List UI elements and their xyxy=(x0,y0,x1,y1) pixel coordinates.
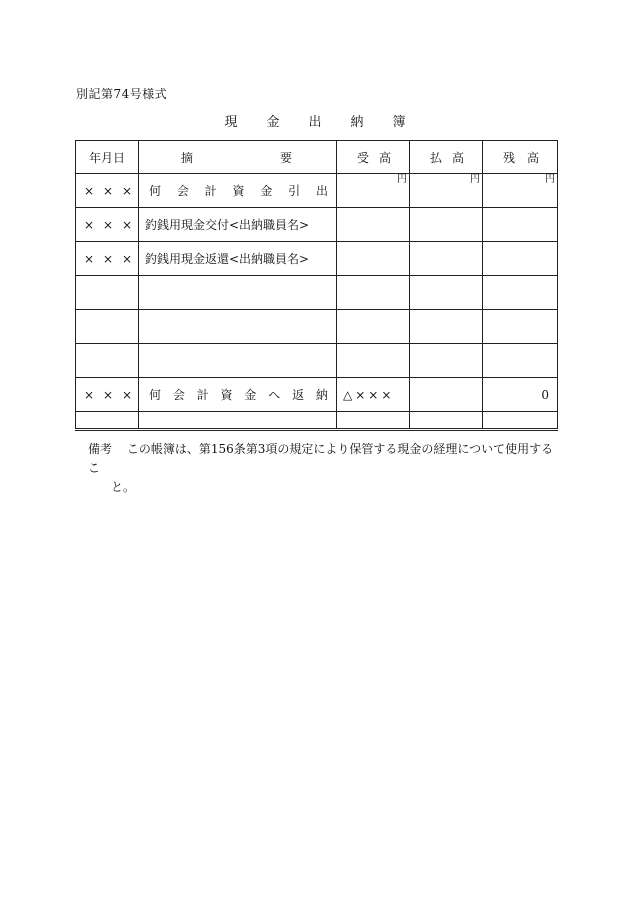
date-mark: × xyxy=(84,251,95,266)
title-char: 納 xyxy=(350,115,364,130)
summary-text: 釣銭用現金交付<出納職員名> xyxy=(145,218,310,232)
date-mark: × xyxy=(84,387,95,402)
closing-cell xyxy=(483,412,558,430)
balance-cell xyxy=(483,174,558,208)
remarks-text-line2: と。 xyxy=(111,480,136,494)
summary-cell xyxy=(139,242,337,276)
table-row xyxy=(76,208,558,242)
header-paid xyxy=(410,141,483,174)
header-summary-char: 要 xyxy=(279,150,292,165)
form-number-label: 別記第74号様式 xyxy=(76,87,168,101)
summary-cell xyxy=(139,276,337,310)
date-mark: × xyxy=(84,217,95,232)
date-cell xyxy=(76,378,139,412)
title-char: 簿 xyxy=(392,115,406,130)
table-row xyxy=(76,310,558,344)
summary-cell xyxy=(139,208,337,242)
header-summary-char: 摘 xyxy=(181,150,194,165)
summary-cell xyxy=(139,310,337,344)
paid-cell xyxy=(410,276,483,310)
remarks-heading: 備考 xyxy=(88,442,113,456)
unit-label: 円 xyxy=(397,174,407,185)
remarks-text-line1: この帳簿は、第156条第3項の規定により保管する現金の経理について使用するこ xyxy=(88,442,554,475)
table-row xyxy=(76,344,558,378)
summary-char: 計 xyxy=(204,184,217,198)
received-cell xyxy=(337,174,410,208)
balance-cell xyxy=(483,242,558,276)
closing-cell xyxy=(410,412,483,430)
header-received-char: 受 xyxy=(357,150,370,165)
table-header-row xyxy=(76,141,558,174)
paid-cell xyxy=(410,174,483,208)
received-cell xyxy=(337,242,410,276)
date-cell xyxy=(76,208,139,242)
date-mark: × xyxy=(102,251,114,266)
date-cell xyxy=(76,344,139,378)
summary-char: 会 xyxy=(172,388,185,402)
balance-cell xyxy=(483,276,558,310)
header-received-char: 高 xyxy=(378,150,391,165)
summary-char: 会 xyxy=(176,184,189,198)
summary-text: 釣銭用現金返還<出納職員名> xyxy=(145,252,310,266)
header-summary xyxy=(139,141,337,174)
received-cell xyxy=(337,310,410,344)
date-mark: × xyxy=(102,387,114,402)
date-mark: × xyxy=(121,251,132,266)
date-cell xyxy=(76,242,139,276)
header-paid-char: 高 xyxy=(451,150,464,165)
received-cell xyxy=(337,344,410,378)
date-mark: × xyxy=(102,217,114,232)
date-cell xyxy=(76,174,139,208)
summary-char: 計 xyxy=(196,388,209,402)
paid-cell xyxy=(410,344,483,378)
summary-char: 金 xyxy=(244,388,257,402)
table-closing-row xyxy=(76,412,558,430)
balance-cell xyxy=(483,208,558,242)
header-balance-char: 残 xyxy=(503,150,516,165)
table-row xyxy=(76,174,558,208)
header-paid-char: 払 xyxy=(430,150,443,165)
balance-value: 0 xyxy=(541,387,549,402)
unit-label: 円 xyxy=(545,174,555,185)
summary-cell xyxy=(139,344,337,378)
summary-char: 資 xyxy=(220,388,233,402)
balance-cell xyxy=(483,378,558,412)
table-row xyxy=(76,276,558,310)
title-char: 現 xyxy=(224,115,238,130)
received-cell xyxy=(337,276,410,310)
summary-char: 何 xyxy=(149,184,162,198)
summary-char: へ xyxy=(268,388,281,402)
paid-cell xyxy=(410,208,483,242)
closing-cell xyxy=(76,412,139,430)
table-row xyxy=(76,242,558,276)
summary-cell xyxy=(139,174,337,208)
unit-label: 円 xyxy=(470,174,480,185)
table-row xyxy=(76,378,558,412)
header-balance-char: 高 xyxy=(526,150,539,165)
summary-char: 資 xyxy=(232,184,245,198)
paid-cell xyxy=(410,242,483,276)
paid-cell xyxy=(410,378,483,412)
remarks-note xyxy=(88,440,558,497)
title-char: 金 xyxy=(266,115,280,130)
summary-char: 引 xyxy=(288,184,301,198)
summary-char: 出 xyxy=(315,184,328,198)
header-balance xyxy=(483,141,558,174)
header-received xyxy=(337,141,410,174)
date-cell xyxy=(76,276,139,310)
date-cell xyxy=(76,310,139,344)
title-char: 出 xyxy=(308,115,322,130)
summary-char: 金 xyxy=(260,184,273,198)
date-mark: × xyxy=(121,217,132,232)
closing-cell xyxy=(139,412,337,430)
received-cell xyxy=(337,208,410,242)
header-date: 年月日 xyxy=(76,141,139,174)
summary-cell xyxy=(139,378,337,412)
summary-char: 返 xyxy=(292,388,305,402)
summary-char: 納 xyxy=(315,388,328,402)
closing-cell xyxy=(337,412,410,430)
balance-cell xyxy=(483,344,558,378)
received-cell xyxy=(337,378,410,412)
date-mark: × xyxy=(121,183,132,198)
date-mark: × xyxy=(102,183,114,198)
date-mark: × xyxy=(121,387,132,402)
summary-char: 何 xyxy=(149,388,162,402)
balance-cell xyxy=(483,310,558,344)
date-mark: × xyxy=(84,183,95,198)
cash-ledger-table xyxy=(75,140,558,431)
received-value: △××× xyxy=(343,387,395,402)
paid-cell xyxy=(410,310,483,344)
document-title xyxy=(0,111,630,130)
